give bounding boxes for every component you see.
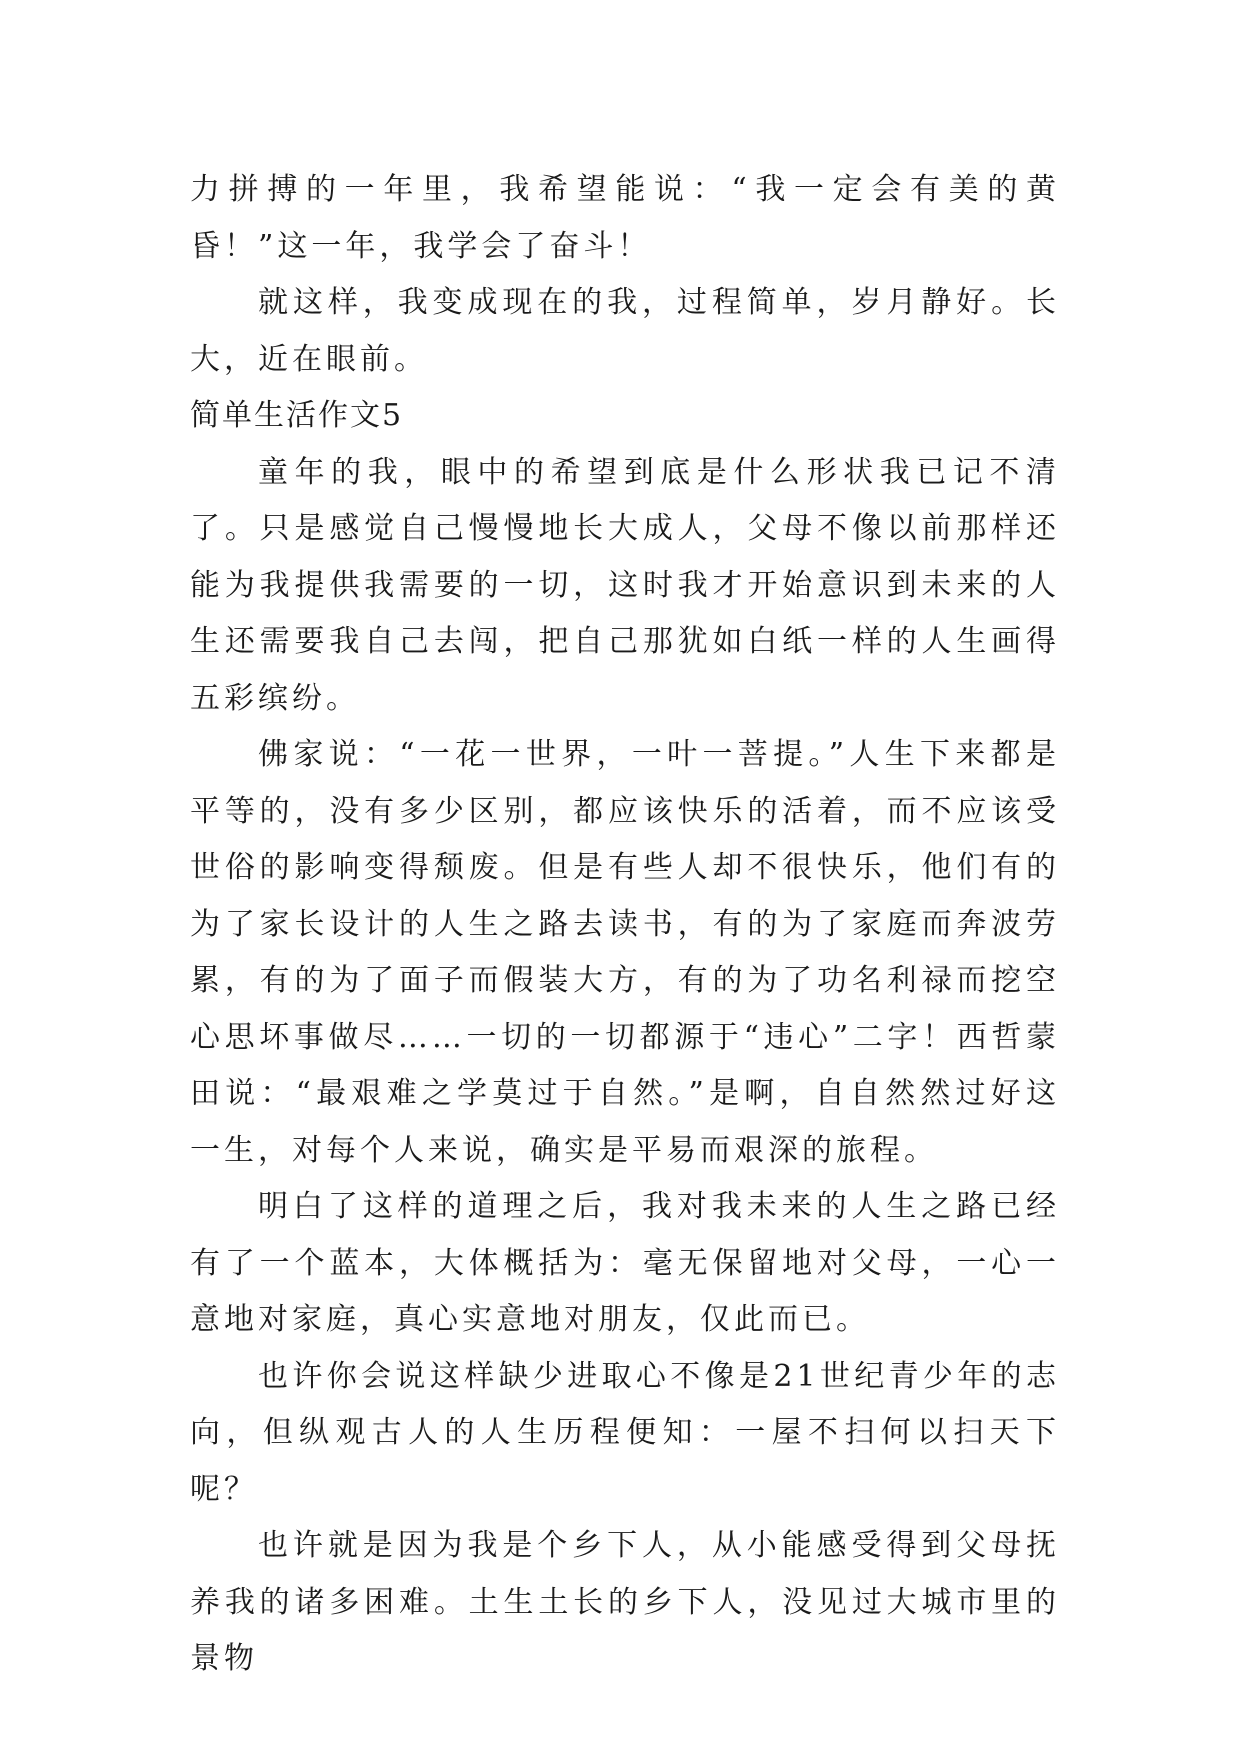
- section-heading: 简单生活作文5: [190, 398, 404, 433]
- body-paragraph: 明白了这样的道理之后，我对我未来的人生之路已经有了一个蓝本，大体概括为：毫无保留地对父母，一心一意地对家庭，真心实意地对朋友，仅此而已。: [190, 1189, 1060, 1337]
- body-paragraph: 就这样，我变成现在的我，过程简单，岁月静好。长大，近在眼前。: [190, 285, 1060, 377]
- continuation-paragraph: 力拼搏的一年里，我希望能说：“我一定会有美的黄昏！”这一年，我学会了奋斗！: [190, 172, 1060, 264]
- body-paragraph: 也许你会说这样缺少进取心不像是21世纪青少年的志向，但纵观古人的人生历程便知：一屋不扫何以扫天下呢？: [190, 1358, 1060, 1507]
- body-paragraph: 也许就是因为我是个乡下人，从小能感受得到父母抚养我的诸多困难。土生土长的乡下人，没见过大城市里的景物: [190, 1528, 1060, 1676]
- document-body: [190, 162, 1060, 1688]
- body-paragraph: 童年的我，眼中的希望到底是什么形状我已记不清了。只是感觉自己慢慢地长大成人，父母不像以前那样还能为我提供我需要的一切，这时我才开始意识到未来的人生还需要我自己去闯，把自己那犹如白纸一样的人生画得五彩缤纷。: [190, 454, 1060, 716]
- body-paragraph: 佛家说：“一花一世界，一叶一菩提。”人生下来都是平等的，没有多少区别，都应该快乐的活着，而不应该受世俗的影响变得颓废。但是有些人却不很快乐，他们有的为了家长设计的人生之路去读书，有的为了家庭而奔波劳累，有的为了面子而假装大方，有的为了功名利禄而挖空心思坏事做尽……一切的一切都源于“违心”二字！西哲蒙田说：“最艰难之学莫过于自然。”是啊，自自然然过好这一生，对每个人来说，确实是平易而艰深的旅程。: [190, 737, 1060, 1168]
